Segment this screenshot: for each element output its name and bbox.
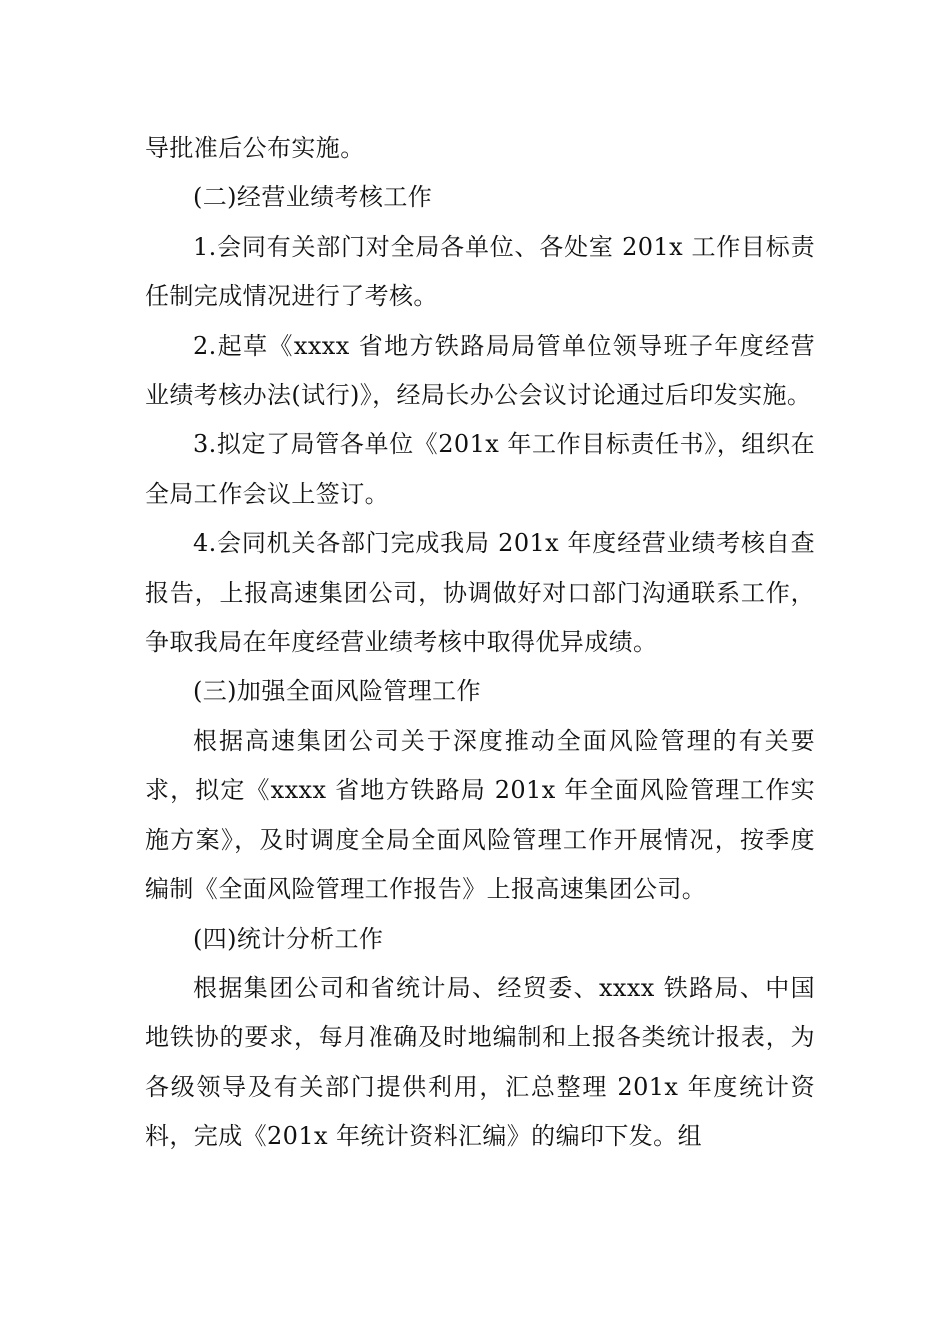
section-heading-2: (二)经营业绩考核工作 — [193, 183, 433, 212]
paragraph-risk-management: 根据高速集团公司关于深度推动全面风险管理的有关要求，拟定《xxxx 省地方铁路局 201x 年全面风险管理工作实施方案》，及时调度全局全面风险管理工作开展情况，按季度编制《全面风险管理工作报告》上报高速集团公司。 — [145, 726, 815, 904]
list-item-1: 1.会同有关部门对全局各单位、各处室 201x 工作目标责任制完成情况进行了考核。 — [145, 232, 815, 311]
list-item-3: 3.拟定了局管各单位《201x 年工作目标责任书》，组织在全局工作会议上签订。 — [145, 430, 815, 508]
list-item-4: 4.会同机关各部门完成我局 201x 年度经营业绩考核自查报告，上报高速集团公司，协调做好对口部门沟通联系工作，争取我局在年度经营业绩考核中取得优异成绩。 — [145, 529, 815, 657]
paragraph-statistics: 根据集团公司和省统计局、经贸委、xxxx 铁路局、中国地铁协的要求，每月准确及时地编制和上报各类统计报表，为各级领导及有关部门提供利用，汇总整理 201x 年度统计资料，完成《201x 年统计资料汇编》的编印下发。组 — [145, 973, 815, 1151]
section-heading-3: (三)加强全面风险管理工作 — [193, 677, 481, 706]
paragraph-continuation: 导批准后公布实施。 — [145, 134, 365, 162]
section-heading-4: (四)统计分析工作 — [193, 924, 384, 953]
list-item-2: 2.起草《xxxx 省地方铁路局局管单位领导班子年度经营业绩考核办法(试行)》，经局长办公会议讨论通过后印发实施。 — [145, 331, 815, 410]
document-body — [145, 124, 815, 1162]
